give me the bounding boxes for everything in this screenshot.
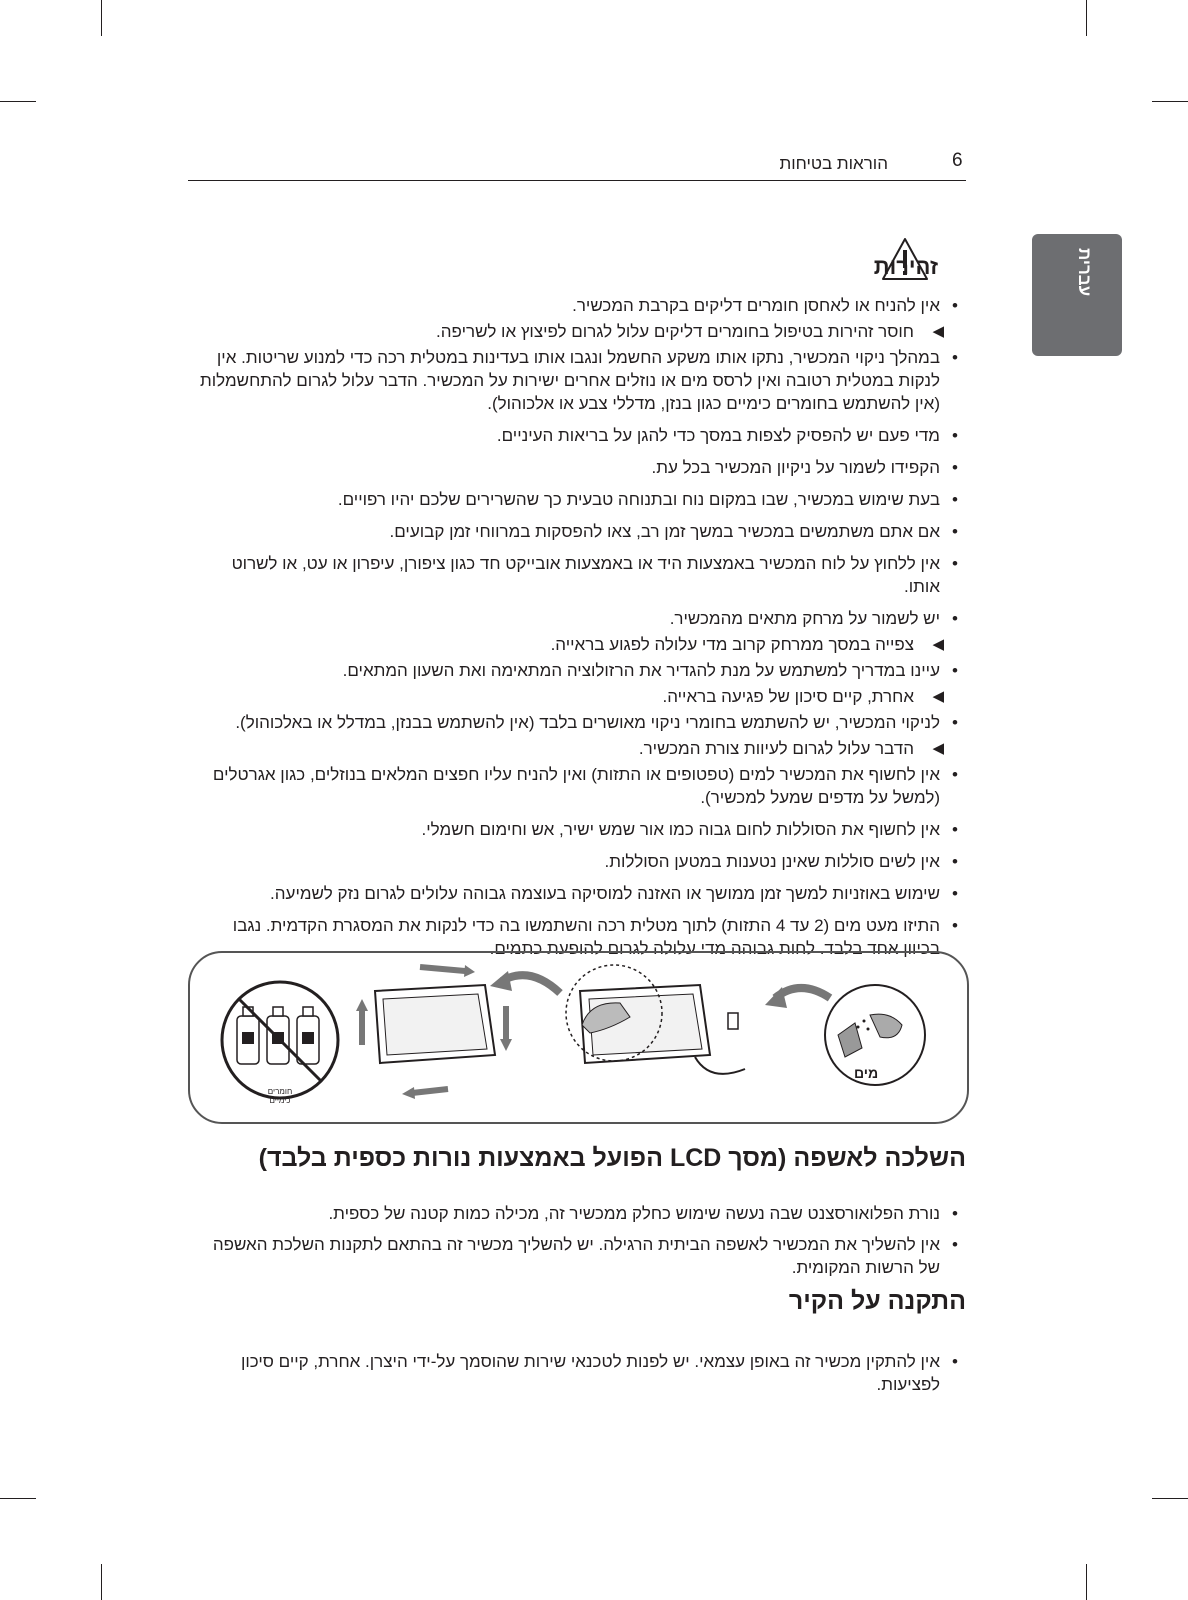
bullet-list-item [200, 520, 960, 543]
list-item-text: אין להשליך את המכשיר לאשפה הביתית הרגילה. יש להשליך מכשיר זה בהתאם לתקנות השלכת האשפה של הרשות המקומית. [212, 1235, 940, 1277]
bullet-list-item [200, 488, 960, 511]
bullet-list-item [200, 294, 960, 317]
arrow-list-item [200, 633, 960, 656]
disposal-list [200, 1202, 960, 1279]
arrow-list-item [200, 737, 960, 760]
illustration-graphics [190, 953, 967, 1122]
bullet-marker-icon: • [952, 296, 958, 315]
list-item-text: אין לחשוף את המכשיר למים (טפטופים או התזות) ואין להניח עליו חפצים המלאים בנוזלים, כגון אגרטלים (למשל על מדפים שמעל למכשיר). [212, 765, 940, 807]
bullet-marker-icon: • [952, 820, 958, 839]
bullet-list-item [200, 346, 960, 415]
list-item-text: שימוש באוזניות למשך זמן ממושך או האזנה למוסיקה בעוצמה גבוהה עלולים לגרום נזק לשמיעה. [270, 884, 940, 903]
bullet-marker-icon: • [952, 713, 958, 732]
list-item-text: אין להתקין מכשיר זה באופן עצמאי. יש לפנות לטכנאי שירות שהוסמך על-ידי היצרן. אחרת, קיים סיכון לפציעות. [240, 1352, 940, 1394]
header-title: הוראות בטיחות [779, 154, 888, 173]
list-item-text: אין להניח או לאחסן חומרים דליקים בקרבת המכשיר. [572, 296, 940, 315]
bullet-marker-icon: • [952, 1235, 958, 1254]
wall-mount-list [200, 1350, 960, 1396]
list-item-text: לניקוי המכשיר, יש להשתמש בחומרי ניקוי מאושרים בלבד (אין להשתמש בבנזן, במדלל או באלכוהול). [235, 713, 940, 732]
warning-list [200, 294, 960, 960]
bullet-list-item [200, 763, 960, 809]
list-item-text: יש לשמור על מרחק מתאים מהמכשיר. [669, 609, 940, 628]
list-item-text: מדי פעם יש להפסיק לצפות במסך כדי להגן על בריאות העיניים. [496, 426, 940, 445]
bullet-marker-icon: • [952, 916, 958, 935]
bullet-marker-icon: • [952, 884, 958, 903]
page-number: 6 [952, 150, 963, 171]
bullet-list-item [200, 659, 960, 682]
crop-mark [101, 0, 102, 36]
bullet-marker-icon: • [952, 348, 958, 367]
list-item-text: במהלך ניקוי המכשיר, נתקו אותו משקע החשמל ונגבו אותו בעדינות במטלית רכה כדי למנוע שריטות. אין לנקות במטלית רטובה ואין לרסס מים או נוזלים אחרים ישירות על המכשיר. הדבר עלול לגרום להתחשמלות (אין להשתמש בחומרים כימיים כגון בנזן, מדללי צבע או אלכוהול). [200, 348, 940, 413]
chemicals-label: חומרים כימיים [267, 1087, 293, 1105]
arrow-marker-icon: ◀ [932, 323, 944, 340]
bullet-list-item [200, 607, 960, 630]
bullet-list-item [200, 882, 960, 905]
list-item-text: אם אתם משתמשים במכשיר במשך זמן רב, צאו להפסקות במרווחי זמן קבועים. [389, 522, 940, 541]
crop-mark [1152, 1498, 1188, 1499]
water-label: מים [854, 1065, 879, 1081]
list-item-text: עיינו במדריך למשתמש על מנת להגדיר את הרזולוציה המתאימה ואת השעון המתאים. [342, 661, 940, 680]
list-item-text: אין לשים סוללות שאינן נטענות במטען הסוללות. [604, 852, 940, 871]
bullet-list-item [200, 711, 960, 734]
list-item-text: הדבר עלול לגרום לעיוות צורת המכשיר. [638, 739, 914, 758]
bullet-marker-icon: • [952, 1352, 958, 1371]
cleaning-illustration [188, 951, 969, 1124]
list-item-text: הקפידו לשמור על ניקיון המכשיר בכל עת. [651, 458, 940, 477]
list-item-text: אחרת, קיים סיכון של פגיעה בראייה. [662, 687, 914, 706]
arrow-list-item [200, 320, 960, 343]
arrow-marker-icon: ◀ [932, 740, 944, 757]
bullet-marker-icon: • [952, 765, 958, 784]
list-item-text: בעת שימוש במכשיר, שבו במקום נוח ובתנוחה טבעית כך שהשרירים שלכם יהיו רפויים. [337, 490, 940, 509]
bullet-marker-icon: • [952, 661, 958, 680]
disposal-title: השלכה לאשפה (מסך LCD הפועל באמצעות נורות כספית בלבד) [258, 1144, 966, 1172]
bullet-list-item [200, 850, 960, 873]
crop-mark [1086, 1564, 1087, 1600]
bullet-marker-icon: • [952, 522, 958, 541]
crop-mark [1152, 101, 1188, 102]
crop-mark [0, 1498, 36, 1499]
crop-mark [1086, 0, 1087, 36]
list-item-text: אין לחשוף את הסוללות לחום גבוה כמו אור שמש ישיר, אש וחימום חשמלי. [421, 820, 940, 839]
crop-mark [0, 101, 36, 102]
bullet-list-item [200, 456, 960, 479]
no-chemicals-icon [222, 982, 338, 1098]
arrow-marker-icon: ◀ [932, 636, 944, 653]
wall-mount-title: התקנה על הקיר [788, 1287, 966, 1315]
arrow-list-item [200, 685, 960, 708]
list-item-text: נורת הפלואורסצנט שבה נעשה שימוש כחלק ממכשיר זה, מכילה כמות קטנה של כספית. [328, 1204, 940, 1223]
list-item-text: צפייה במסך ממרחק קרוב מדי עלולה לפגוע בראייה. [550, 635, 914, 654]
page-header [188, 148, 966, 181]
bullet-list-item [200, 424, 960, 447]
bullet-list-item [200, 552, 960, 598]
bullet-marker-icon: • [952, 554, 958, 573]
arrow-marker-icon: ◀ [932, 688, 944, 705]
bullet-marker-icon: • [952, 1204, 958, 1223]
bullet-marker-icon: • [952, 490, 958, 509]
language-tab-label: עברית [1075, 248, 1094, 297]
warning-title: זהירות [873, 254, 938, 279]
bullet-list-item [200, 818, 960, 841]
list-item-text: חוסר זהירות בטיפול בחומרים דליקים עלול לגרום לפיצוץ או לשריפה. [436, 322, 914, 341]
language-tab [1032, 234, 1122, 356]
monitor-unplugged-drawing [566, 965, 745, 1074]
list-item-text: אין ללחוץ על לוח המכשיר באמצעות היד או באמצעות אובייקט חד כגון ציפורן, עיפרון או עט, או לשרוט אותו. [231, 554, 940, 596]
bullet-marker-icon: • [952, 426, 958, 445]
bullet-list-item [200, 1350, 960, 1396]
list-item-text: התיזו מעט מים (2 עד 4 התזות) לתוך מטלית רכה והשתמשו בה כדי לנקות את המסגרת הקדמית. נגבו בכיוון אחד בלבד. לחות גבוהה מדי עלולה לגרום להופעת כתמים. [232, 916, 940, 958]
bullet-list-item [200, 1233, 960, 1279]
bullet-marker-icon: • [952, 458, 958, 477]
bullet-marker-icon: • [952, 852, 958, 871]
bullet-list-item [200, 1202, 960, 1225]
crop-mark [101, 1564, 102, 1600]
monitor-drawing [356, 965, 512, 1099]
bullet-marker-icon: • [952, 609, 958, 628]
